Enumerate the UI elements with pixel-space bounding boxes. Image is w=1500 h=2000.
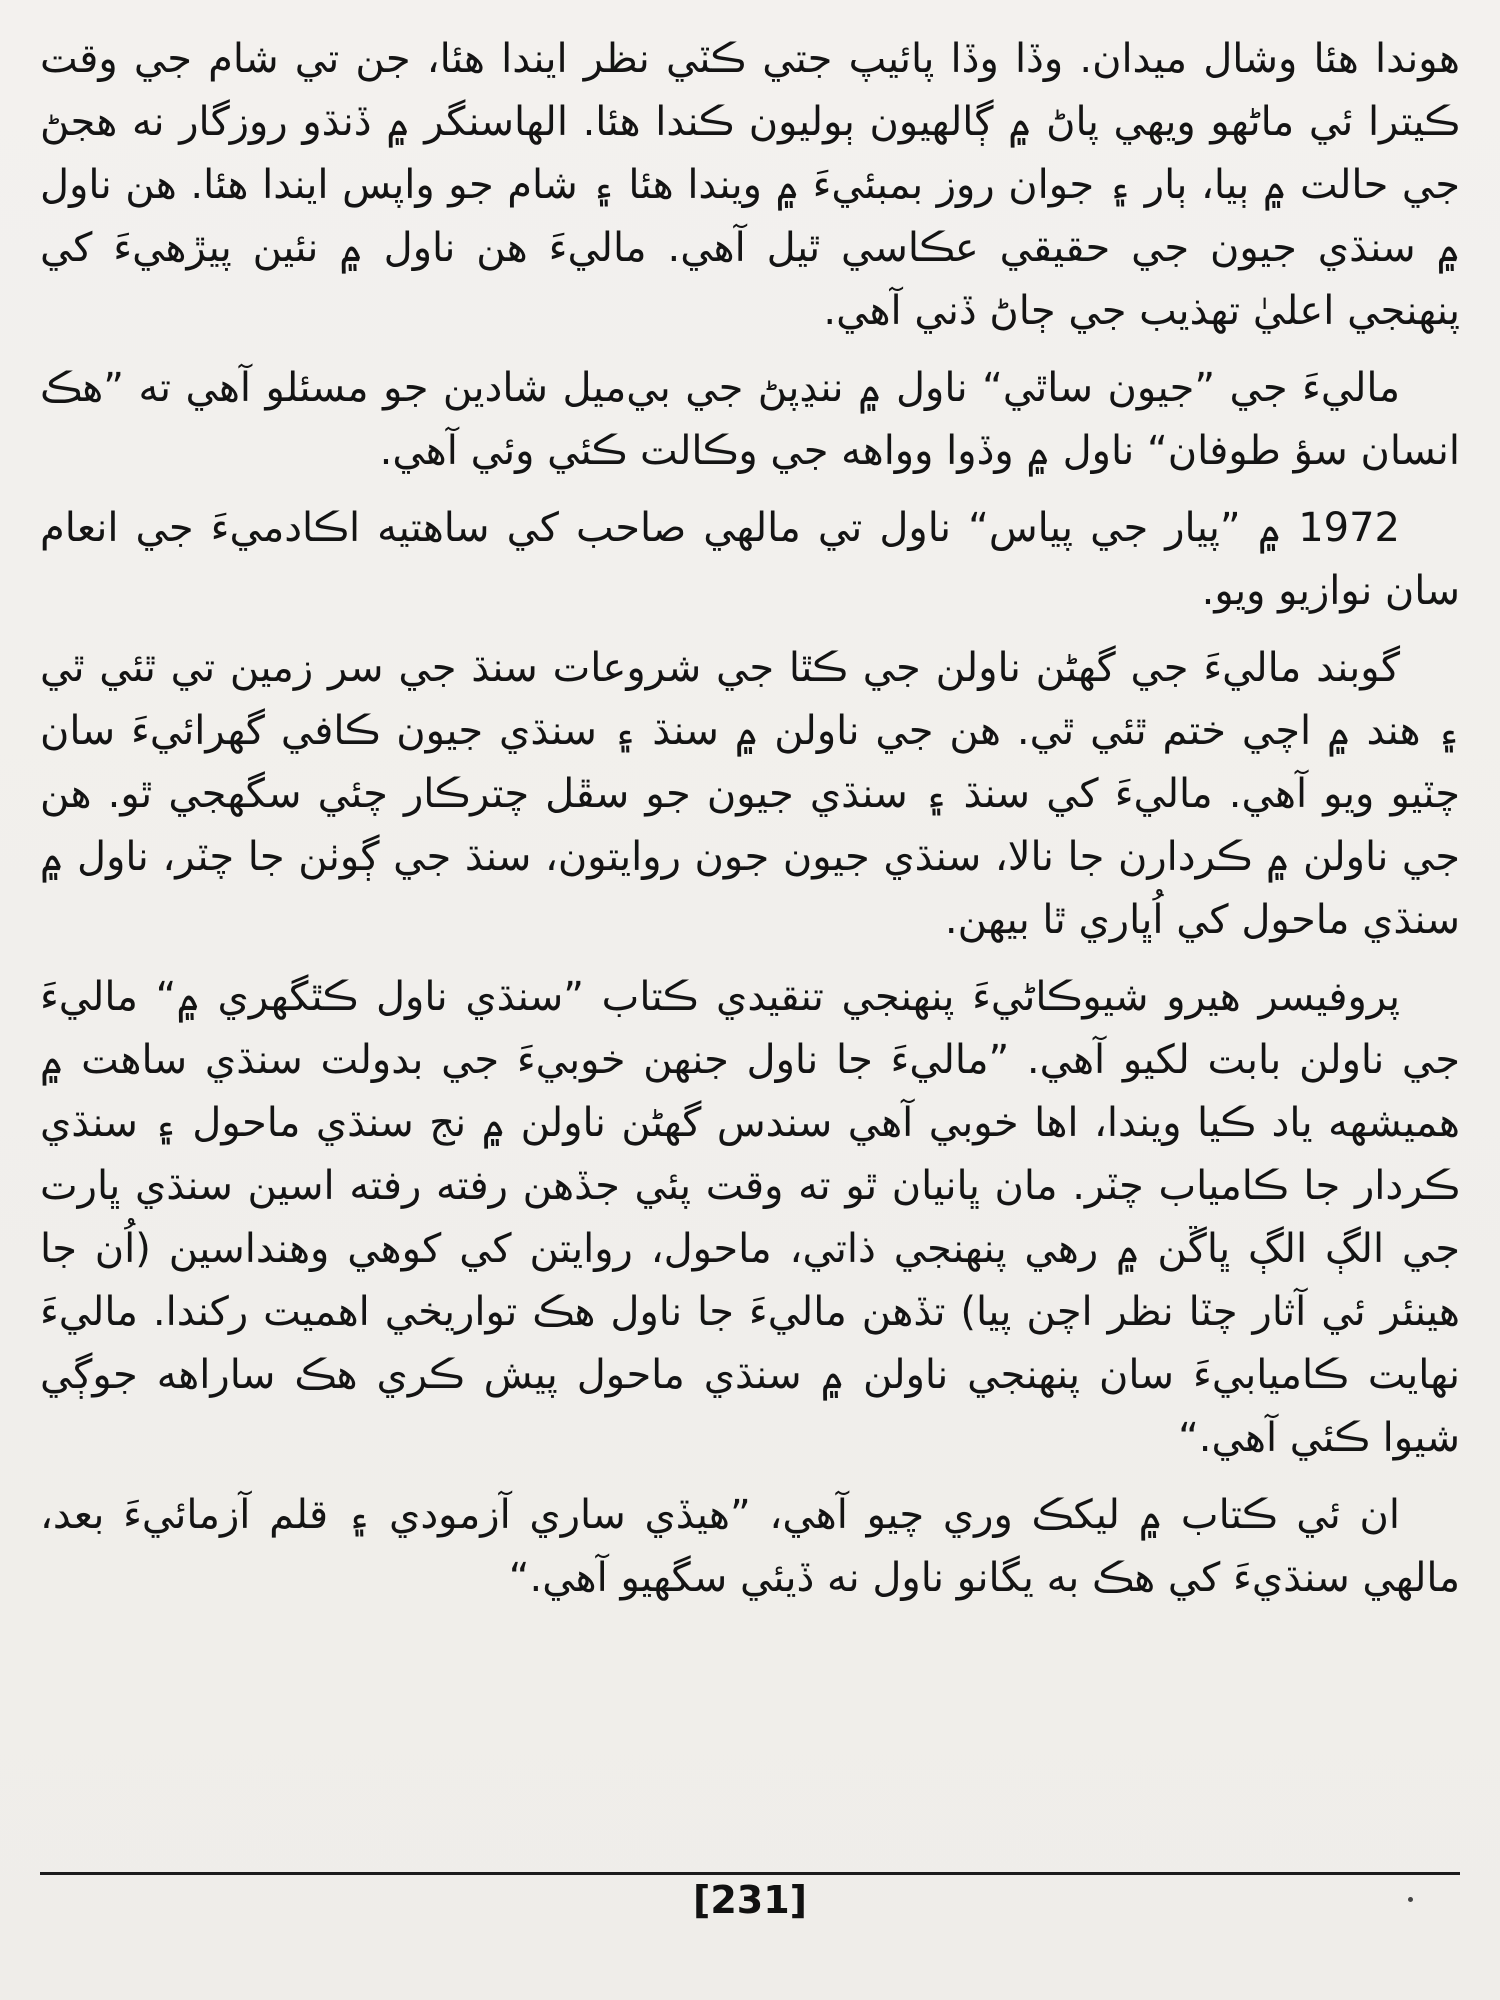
body-text [40,28,1460,1624]
paragraph: ماليءَ جي ”جيون ساٿي“ ناول ۾ ننڍپڻ جي بي‌ميل شادين جو مسئلو آهي ته ”هڪ انسان سؤ طوفان“ ناول ۾ وڏوا وواهه جي وڪالت ڪئي وئي آهي. [40,365,1460,474]
page-number: [231] [692,1878,808,1922]
ink-speck [1408,1897,1413,1902]
paragraph: 1972 ۾ ”پيار جي پياس“ ناول تي مالهي صاحب کي ساهتيه اڪادميءَ جي انعام سان نوازيو ويو. [40,505,1460,614]
paragraph: ان ئي ڪتاب ۾ ليکڪ وري چيو آهي، ”هيڏي ساري آزمودي ۽ قلم آزمائيءَ بعد، مالهي سنڌيءَ کي هڪ به يگانو ناول نه ڏيئي سگهيو آهي.“ [40,1492,1460,1601]
paragraph: گوبند ماليءَ جي گهڻن ناولن جي ڪٿا جي شروعات سنڌ جي سر زمين تي ٿئي ٿي ۽ هند ۾ اچي ختم ٿئي ٿي. هن جي ناولن ۾ سنڌ ۽ سنڌي جيون ڪافي گهرائيءَ سان چٽيو ويو آهي. ماليءَ کي سنڌ ۽ سنڌي جيون جو سڦل چترڪار چئي سگهجي ٿو. هن جي ناولن ۾ ڪردارن جا نالا، سنڌي جيون جون روايتون، سنڌ جي ڳوٺن جا چٽر، ناول ۾ سنڌي ماحول کي اُڀاري ٿا بيهن. [40,645,1460,943]
footer-divider [40,1872,1460,1875]
paragraph: هوندا هئا وشال ميدان. وڏا وڏا پائيپ جتي ڪٽي نظر ايندا هئا، جن تي شام جي وقت ڪيترا ئي ماڻهو ويهي پاڻ ۾ ڳالهيون ٻوليون ڪندا هئا. الهاسنگر ۾ ڏنڌو روزگار نه هجڻ جي حالت ۾ ٻيا، ٻار ۽ جوان روز بمبئيءَ ۾ ويندا هئا ۽ شام جو واپس ايندا هئا. هن ناول ۾ سنڌي جيون جي حقيقي عڪاسي ٿيل آهي. ماليءَ هن ناول ۾ نئين پيڙهيءَ کي پنهنجي اعليٰ تهذيب جي ڄاڻ ڏني آهي. [40,36,1460,334]
paragraph: پروفيسر هيرو شيوڪاڻيءَ پنهنجي تنقيدي ڪتاب ”سنڌي ناول ڪٿگهري ۾“ ماليءَ جي ناولن بابت لکيو آهي. ”ماليءَ جا ناول جنهن خوبيءَ جي بدولت سنڌي ساهت ۾ هميشهه ياد ڪيا ويندا، اها خوبي آهي سندس گهڻن ناولن ۾ نج سنڌي ماحول ۽ سنڌي ڪردار جا ڪامياب چٽر. مان ڀانيان ٿو ته وقت پئي جڏهن رفته رفته اسين سنڌي ڀارت جي الڳ الڳ ڀاڱن ۾ رهي پنهنجي ذاتي، ماحول، روايتن کي کوهي وهنداسين (اُن جا هينئر ئي آثار چٽا نظر اچن پيا) تڏهن ماليءَ جا ناول هڪ تواريخي اهميت رکندا. ماليءَ نهايت ڪاميابيءَ سان پنهنجي ناولن ۾ سنڌي ماحول پيش ڪري هڪ ساراهه جوڳي شيوا ڪئي آهي.“ [40,974,1460,1461]
